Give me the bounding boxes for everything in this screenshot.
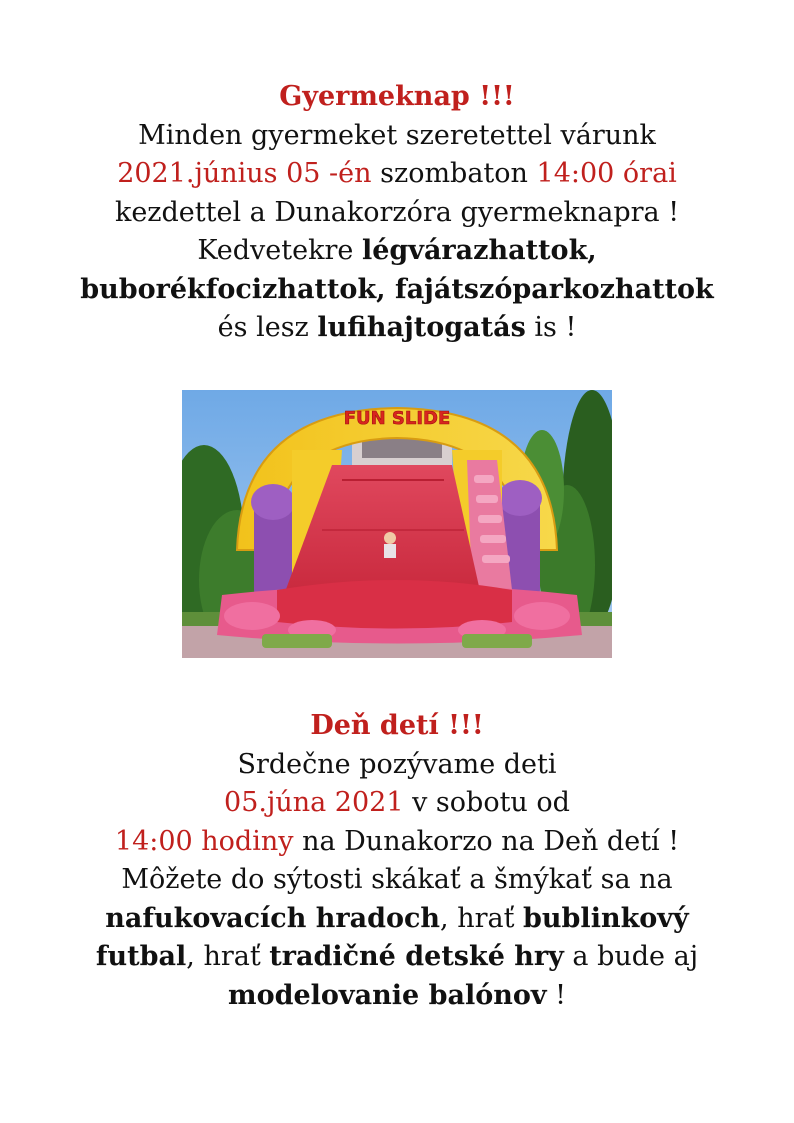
slovak-date: 05.júna 2021: [224, 787, 404, 818]
inflatable-slide-photo: [182, 390, 612, 658]
slovak-line-5-text: , hrať: [440, 902, 524, 934]
hungarian-line-6-text: és lesz: [217, 312, 318, 343]
slovak-line-3: [0, 823, 794, 862]
slovak-line-4: Môžete do sýtosti skákať a šmýkať sa na: [121, 864, 673, 895]
slovak-activity-bubble-football: bublinkový: [523, 902, 689, 934]
hungarian-line-1: Minden gyermeket szeretettel várunk: [138, 119, 656, 151]
hungarian-line-4-text: Kedvetekre: [197, 235, 362, 266]
slovak-line-1: Srdečne pozývame deti: [237, 748, 557, 780]
hungarian-announcement: [0, 78, 794, 348]
hungarian-activity-balloons: lufihajtogatás: [317, 312, 526, 343]
hungarian-day: szombaton: [371, 158, 537, 189]
hungarian-line-4: [0, 232, 794, 271]
slovak-location: na Dunakorzo na Deň detí !: [293, 825, 680, 857]
hungarian-line-6: [0, 309, 794, 348]
slovak-activity-football: futbal: [95, 941, 187, 972]
slovak-announcement: [0, 707, 794, 1015]
slovak-line-7: [0, 977, 794, 1016]
slovak-line-6-end: a bude aj: [563, 941, 699, 972]
hungarian-date: 2021.június 05 -én: [117, 158, 372, 189]
fun-slide-sign: FUN SLIDE: [343, 408, 451, 429]
hungarian-line-5: buborékfocizhattok, fajátszóparkozhattok: [80, 273, 714, 305]
slovak-title: Deň detí !!!: [310, 710, 484, 741]
hungarian-line-6-end: is !: [525, 312, 577, 343]
inflatable-slide-illustration: [182, 390, 612, 658]
slovak-time: 14:00 hodiny: [114, 825, 294, 857]
slovak-line-5: [0, 900, 794, 939]
slovak-line-6-text: , hrať: [186, 941, 270, 972]
slovak-activity-balloons: modelovanie balónov: [228, 979, 547, 1011]
hungarian-line-2: [0, 155, 794, 194]
slovak-activity-bouncy-castle: nafukovacích hradoch: [105, 902, 441, 934]
slovak-day: v sobotu od: [403, 787, 570, 818]
slovak-line-6: [0, 938, 794, 977]
slovak-activity-traditional-games: tradičné detské hry: [269, 941, 564, 972]
slovak-line-7-end: !: [546, 979, 566, 1011]
hungarian-activity-bouncy-castle: légvárazhattok,: [361, 235, 597, 266]
hungarian-title: Gyermeknap !!!: [279, 81, 515, 112]
hungarian-time: 14:00 órai: [536, 158, 677, 189]
slovak-line-2: [0, 784, 794, 823]
hungarian-line-3: kezdettel a Dunakorzóra gyermeknapra !: [114, 196, 680, 228]
